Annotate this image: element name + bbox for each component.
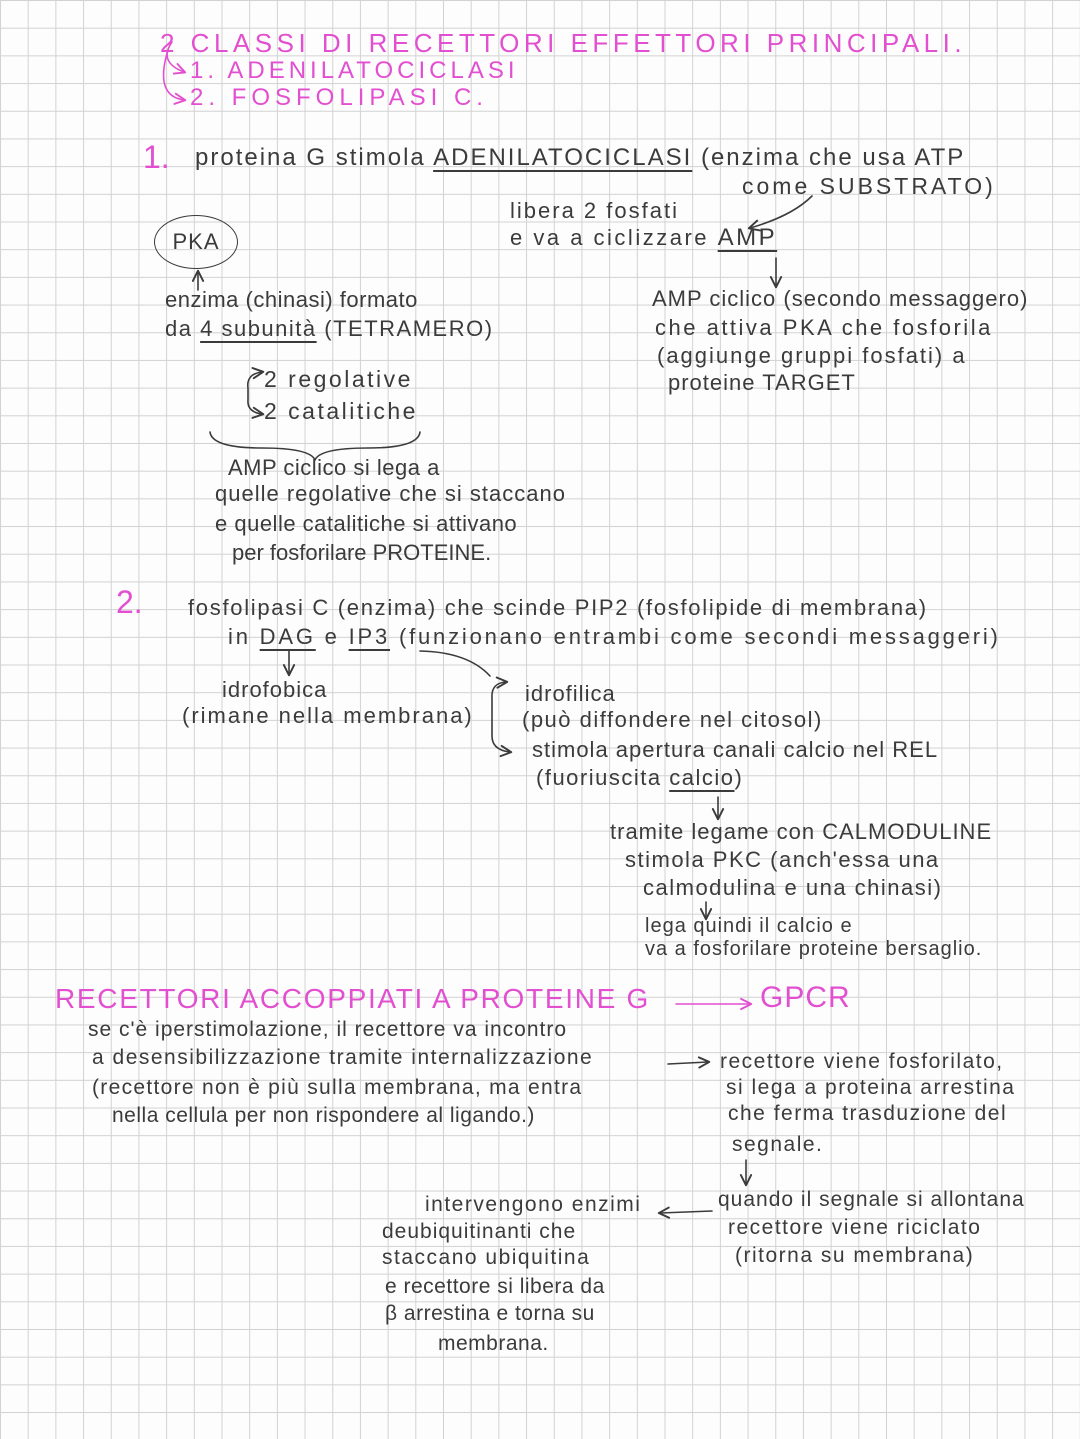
ip3-prop-1: idrofilica [525, 681, 616, 706]
ip3-prop-3: stimola apertura canali calcio nel REL [532, 737, 939, 762]
header-hook-arrow-2 [164, 50, 184, 100]
atp-note-pre: e va a ciclizzare [510, 225, 710, 250]
gpcr-heading: RECETTORI ACCOPPIATI A PROTEINE G [55, 983, 650, 1014]
mechanism-line-2: quelle regolative che si staccano [215, 481, 566, 506]
desensitization-line-1: se c'è iperstimolazione, il recettore va incontro [88, 1018, 568, 1041]
line-2-mid: e [324, 624, 340, 649]
calcium-word: calcio [669, 765, 735, 790]
deubiquitination-line-4: e recettore si libera da [385, 1275, 605, 1298]
line-2-post: (funzionano entrambi come secondi messaggeri) [398, 624, 1001, 649]
deubiquitination-line-6: membrana. [438, 1332, 549, 1355]
atp-note-product: AMP [717, 224, 778, 251]
pkc-line-3: calmodulina e una chinasi) [643, 875, 943, 900]
section-2-line-1: fosfolipasi C (enzima) che scinde PIP2 (fosfolipide di membrana) [188, 595, 928, 620]
calcium-post: ) [734, 765, 744, 790]
recycling-line-2: recettore viene riciclato [728, 1216, 982, 1239]
intro-enzyme: ADENILATOCICLASI [433, 144, 693, 171]
phosphorylation-line-3: che ferma trasduzione del [728, 1102, 1008, 1125]
gpcr-heading-abbr: GPCR [760, 981, 851, 1014]
desensitization-line-3: (recettore non è più sulla membrana, ma entra [92, 1076, 583, 1099]
ip3-prop-2: (può diffondere nel citosol) [522, 707, 823, 732]
subunits-bracket [248, 372, 262, 414]
subunit-regolative: 2 regolative [264, 366, 413, 392]
mechanism-line-1: AMP ciclico si lega a [228, 455, 440, 480]
pka-label: PKA [172, 229, 220, 254]
pka-desc-line-1: enzima (chinasi) formato [165, 287, 418, 312]
desensitization-line-2: a desensibilizzazione tramite internalizzazione [92, 1046, 594, 1069]
section-1-intro-cont: come SUBSTRATO) [742, 173, 996, 199]
header-title: 2 CLASSI DI RECETTORI EFFETTORI PRINCIPALI. [160, 28, 967, 58]
camp-line-1: AMP ciclico (secondo messaggero) [652, 286, 1029, 311]
result-line-2: va a fosforilare proteine bersaglio. [645, 938, 983, 960]
ip3-curved-arrow [420, 651, 490, 676]
deubiquitination-line-2: deubiquitinanti che [382, 1220, 577, 1243]
intro-pre: proteina G stimola [195, 144, 426, 171]
camp-line-2: che attiva PKA che fosforila [655, 315, 993, 340]
ip3-label: IP3 [348, 624, 391, 649]
deubiquitination-line-5: β arrestina e torna su [385, 1302, 595, 1325]
dag-prop-1: idrofobica [222, 677, 328, 702]
recycling-to-enzymes-arrow [660, 1211, 712, 1213]
desensitization-line-4: nella cellula per non rispondere al ligando.) [112, 1104, 535, 1127]
calcium-pre: (fuoriuscita [536, 765, 662, 790]
atp-note-line-1: libera 2 fosfati [510, 198, 679, 223]
phosphorylation-line-4: segnale. [732, 1133, 824, 1156]
deubiquitination-line-1: intervengono enzimi [425, 1193, 642, 1216]
pka-desc-pre: da [165, 316, 193, 341]
result-line-1: lega quindi il calcio e [645, 915, 853, 937]
pka-desc-count: 4 subunità [200, 316, 317, 341]
camp-line-4: proteine TARGET [668, 370, 856, 395]
recycling-line-3: (ritorna su membrana) [735, 1244, 975, 1267]
ip3-props-bracket [492, 682, 510, 752]
camp-line-3: (aggiunge gruppi fosfati) a [657, 343, 967, 368]
pkc-line-1: tramite legame con CALMODULINE [610, 819, 993, 844]
line-2-pre: in [228, 624, 251, 649]
substrate-to-amp-arrow [750, 196, 812, 228]
phosphorylation-line-2: si lega a proteina arrestina [726, 1076, 1016, 1099]
recycling-line-1: quando il segnale si allontana [718, 1188, 1025, 1211]
pkc-line-2: stimola PKC (anch'essa una [625, 847, 940, 872]
header-hook-arrow-1 [167, 42, 184, 72]
dag-prop-2: (rimane nella membrana) [182, 703, 474, 728]
mechanism-line-4: per fosforilare PROTEINE. [232, 540, 492, 565]
deubiquitination-line-3: staccano ubiquitina [382, 1246, 591, 1269]
header-item-adenilatociclasi: 1. ADENILATOCICLASI [190, 57, 519, 84]
dag-label: DAG [259, 624, 316, 649]
intro-post: (enzima che usa ATP [700, 144, 966, 171]
section-1-number: 1. [143, 139, 170, 175]
phosphorylation-line-1: recettore viene fosforilato, [720, 1050, 1004, 1073]
header-item-fosfolipasi: 2. FOSFOLIPASI C. [190, 84, 488, 111]
section-2-number: 2. [116, 584, 143, 620]
subunit-catalitiche: 2 catalitiche [264, 398, 418, 424]
pka-desc-post: (TETRAMERO) [324, 316, 494, 341]
mechanism-line-3: e quelle catalitiche si attivano [215, 511, 518, 536]
internalization-arrow [668, 1062, 708, 1064]
subunits-underbrace [210, 432, 420, 460]
